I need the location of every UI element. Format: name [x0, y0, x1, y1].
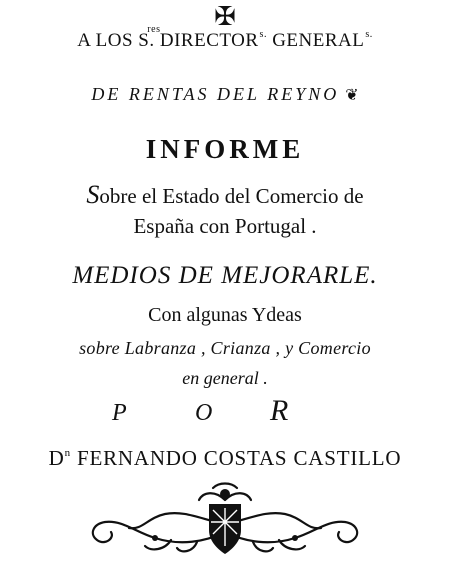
topics-line: sobre Labranza , Crianza , y Comercio — [79, 338, 371, 358]
author-line — [0, 446, 450, 471]
ideas-line: Con algunas Ydeas — [148, 304, 302, 326]
por-letter-p: P — [112, 400, 127, 426]
cross-icon: ✠ — [214, 2, 236, 31]
subject-line-1 — [0, 180, 450, 210]
address-director: DIRECTOR — [159, 30, 259, 51]
por-letter-o: O — [195, 400, 213, 426]
general-line: en general . — [182, 368, 268, 388]
address-a-los: A LOS — [77, 30, 134, 51]
address-line-1 — [0, 24, 450, 72]
address-rentas: DE RENTAS DEL REYNO — [91, 84, 340, 104]
address-general: GENERAL — [272, 30, 365, 51]
address-line-2 — [0, 84, 450, 105]
flourish-icon: ❦ — [345, 87, 359, 104]
subject-line-2: España con Portugal . — [133, 214, 317, 238]
address-senores-sup: res — [147, 24, 161, 35]
por-letter-r: R — [270, 394, 289, 427]
address-senores-abbrev: S. — [138, 30, 155, 51]
baroque-ornament-icon — [85, 480, 365, 558]
author-prefix-sup: n — [64, 447, 71, 459]
medios-heading: MEDIOS DE MEJORARLE. — [72, 262, 378, 289]
address-director-sup: s. — [259, 29, 267, 40]
subject-text-1: obre el Estado del Comercio de — [99, 184, 364, 208]
author-name: FERNANDO COSTAS CASTILLO — [76, 446, 402, 470]
author-prefix: D — [48, 446, 65, 470]
address-general-sup: s. — [365, 29, 373, 40]
informe-heading: INFORME — [145, 134, 305, 164]
subject-initial: S — [86, 180, 100, 209]
address-senores — [138, 24, 161, 52]
